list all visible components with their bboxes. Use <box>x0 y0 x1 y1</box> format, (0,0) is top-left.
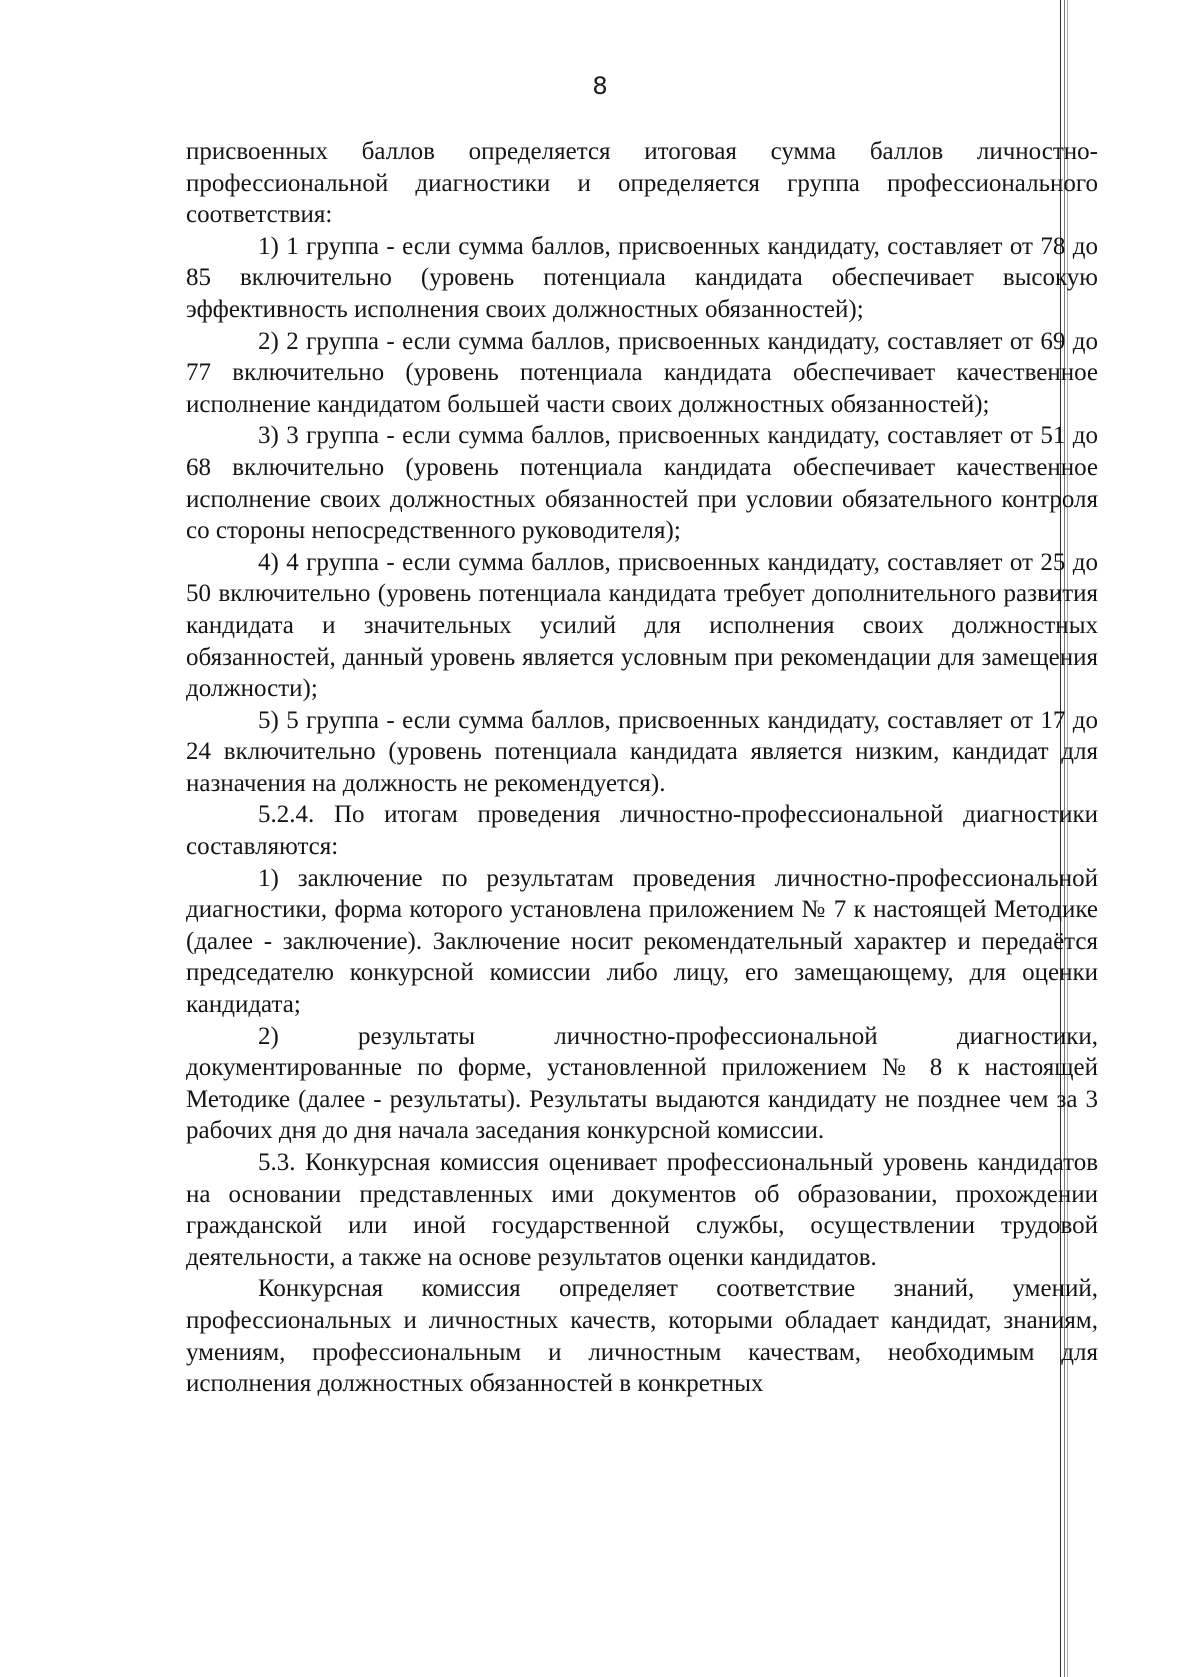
paragraph: Конкурсная комиссия определяет соответствие знаний, умений, профессиональных и личностных качеств, которыми обладает кандидат, знаниям, умениям, профессиональным и личностным качествам, необходимым для исполнения должностных обязанностей в конкретных <box>186 1275 1098 1398</box>
paragraph: 2) результаты личностно-профессиональной диагностики, документированные по форме, установленной приложением № 8 к настоящей Методике (далее - результаты). Результаты выдаются кандидату не позднее чем за 3 рабочих дня до дня начала заседания конкурсной комиссии. <box>186 1022 1098 1145</box>
paragraph: 5.2.4. По итогам проведения личностно-профессиональной диагностики составляются: <box>186 801 1098 861</box>
paragraph: 3) 3 группа - если сумма баллов, присвоенных кандидату, составляет от 51 до 68 включительно (уровень потенциала кандидата обеспечивает качественное исполнение своих должностных обязанностей при условии обязательного контроля со стороны непосредственного руководителя); <box>186 422 1098 545</box>
paragraph: 2) 2 группа - если сумма баллов, присвоенных кандидату, составляет от 69 до 77 включительно (уровень потенциала кандидата обеспечивает качественное исполнение кандидатом большей части своих должностных обязанностей); <box>186 327 1098 418</box>
paragraph: 1) заключение по результатам проведения личностно-профессиональной диагностики, форма которого установлена приложением № 7 к настоящей Методике (далее - заключение). Заключение носит рекомендательный характер и передаётся председателю конкурсной комиссии либо лицу, его замещающему, для оценки кандидата; <box>186 864 1098 1019</box>
paragraph: 5.3. Конкурсная комиссия оценивает профессиональный уровень кандидатов на основании представленных ими документов об образовании, прохождении гражданской или иной государственной службы, осуществлении трудовой деятельности, а также на основе результатов оценки кандидатов. <box>186 1149 1098 1271</box>
paragraph: 4) 4 группа - если сумма баллов, присвоенных кандидату, составляет от 25 до 50 включительно (уровень потенциала кандидата требует дополнительного развития кандидата и значительных усилий для исполнения своих должностных обязанностей, данный уровень является условным при рекомендации для замещения должности); <box>186 548 1098 703</box>
document-body <box>186 136 1098 1400</box>
paragraph: присвоенных баллов определяется итоговая сумма баллов личностно-профессиональной диагностики и определяется группа профессионального соответствия: <box>186 138 1098 229</box>
paragraph: 1) 1 группа - если сумма баллов, присвоенных кандидату, составляет от 78 до 85 включительно (уровень потенциала кандидата обеспечивает высокую эффективность исполнения своих должностных обязанностей); <box>186 232 1098 323</box>
paragraph: 5) 5 группа - если сумма баллов, присвоенных кандидату, составляет от 17 до 24 включительно (уровень потенциала кандидата является низким, кандидат для назначения на должность не рекомендуется). <box>186 706 1098 797</box>
page-number: 8 <box>592 72 608 100</box>
